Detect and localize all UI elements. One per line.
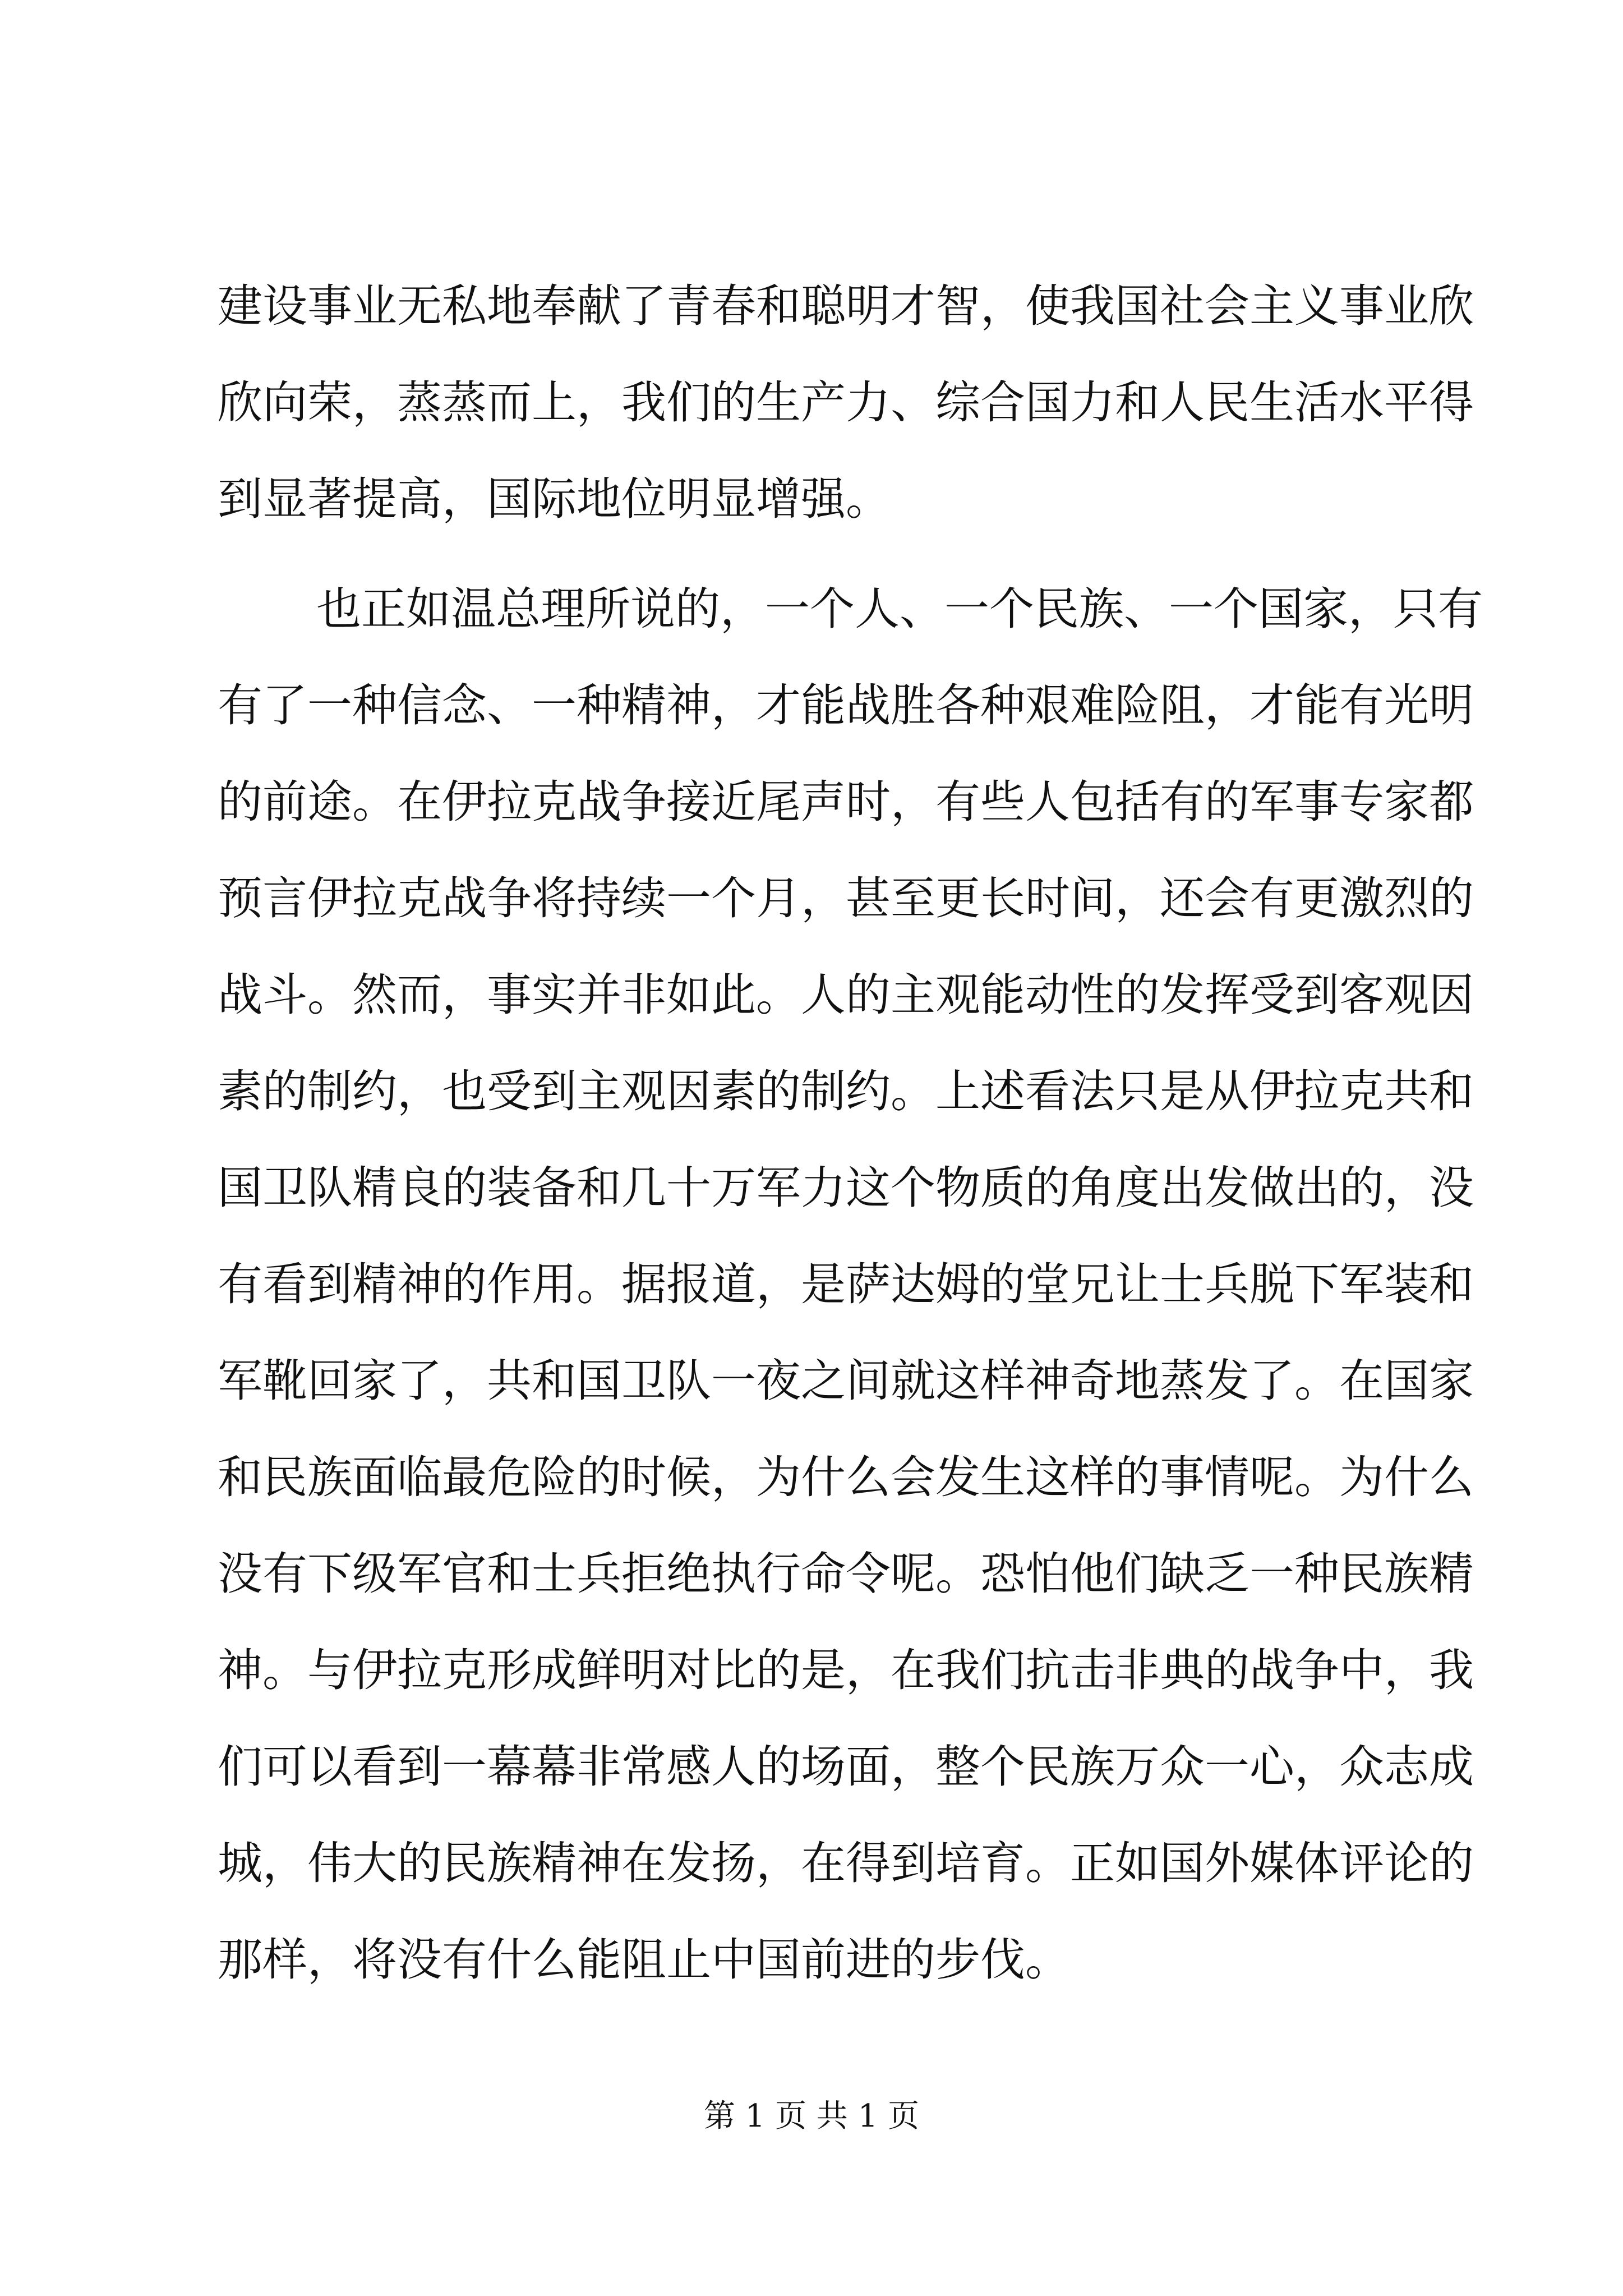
paragraph-1 — [218, 258, 1474, 547]
text-line: 战斗。然而，事实并非如此。人的主观能动性的发挥受到客观因 — [218, 969, 1474, 1021]
text-line: 那样，将没有什么能阻止中国前进的步伐。 — [218, 1934, 1070, 1986]
text-line: 和民族面临最危险的时候，为什么会发生这样的事情呢。为什么 — [218, 1451, 1474, 1503]
text-line: 有看到精神的作用。据报道，是萨达姆的堂兄让士兵脱下军装和 — [218, 1258, 1474, 1310]
text-line: 也正如温总理所说的，一个人、一个民族、一个国家，只有 — [316, 583, 1483, 635]
text-line: 们可以看到一幕幕非常感人的场面，整个民族万众一心，众志成 — [218, 1741, 1474, 1793]
text-line: 建设事业无私地奉献了青春和聪明才智，使我国社会主义事业欣 — [218, 280, 1474, 332]
paragraph-2 — [218, 561, 1483, 2008]
text-line: 预言伊拉克战争将持续一个月，甚至更长时间，还会有更激烈的 — [218, 872, 1474, 924]
text-line: 国卫队精良的装备和几十万军力这个物质的角度出发做出的，没 — [218, 1162, 1474, 1214]
text-line: 军靴回家了，共和国卫队一夜之间就这样神奇地蒸发了。在国家 — [218, 1355, 1474, 1407]
page-number-footer: 第 1 页 共 1 页 — [703, 2098, 920, 2134]
text-line: 没有下级军官和士兵拒绝执行命令呢。恐怕他们缺乏一种民族精 — [218, 1548, 1474, 1600]
text-line: 到显著提高，国际地位明显增强。 — [218, 473, 891, 525]
text-line: 城，伟大的民族精神在发扬，在得到培育。正如国外媒体评论的 — [218, 1837, 1474, 1889]
text-line: 欣向荣，蒸蒸而上，我们的生产力、综合国力和人民生活水平得 — [218, 376, 1474, 429]
text-line: 神。与伊拉克形成鲜明对比的是，在我们抗击非典的战争中，我 — [218, 1644, 1474, 1696]
paragraph-gap — [218, 547, 1423, 561]
text-line: 有了一种信念、一种精神，才能战胜各种艰难险阻，才能有光明 — [218, 679, 1474, 731]
text-line: 素的制约，也受到主观因素的制约。上述看法只是从伊拉克共和 — [218, 1065, 1474, 1117]
document-body — [218, 258, 1483, 2008]
text-line: 的前途。在伊拉克战争接近尾声时，有些人包括有的军事专家都 — [218, 776, 1474, 828]
